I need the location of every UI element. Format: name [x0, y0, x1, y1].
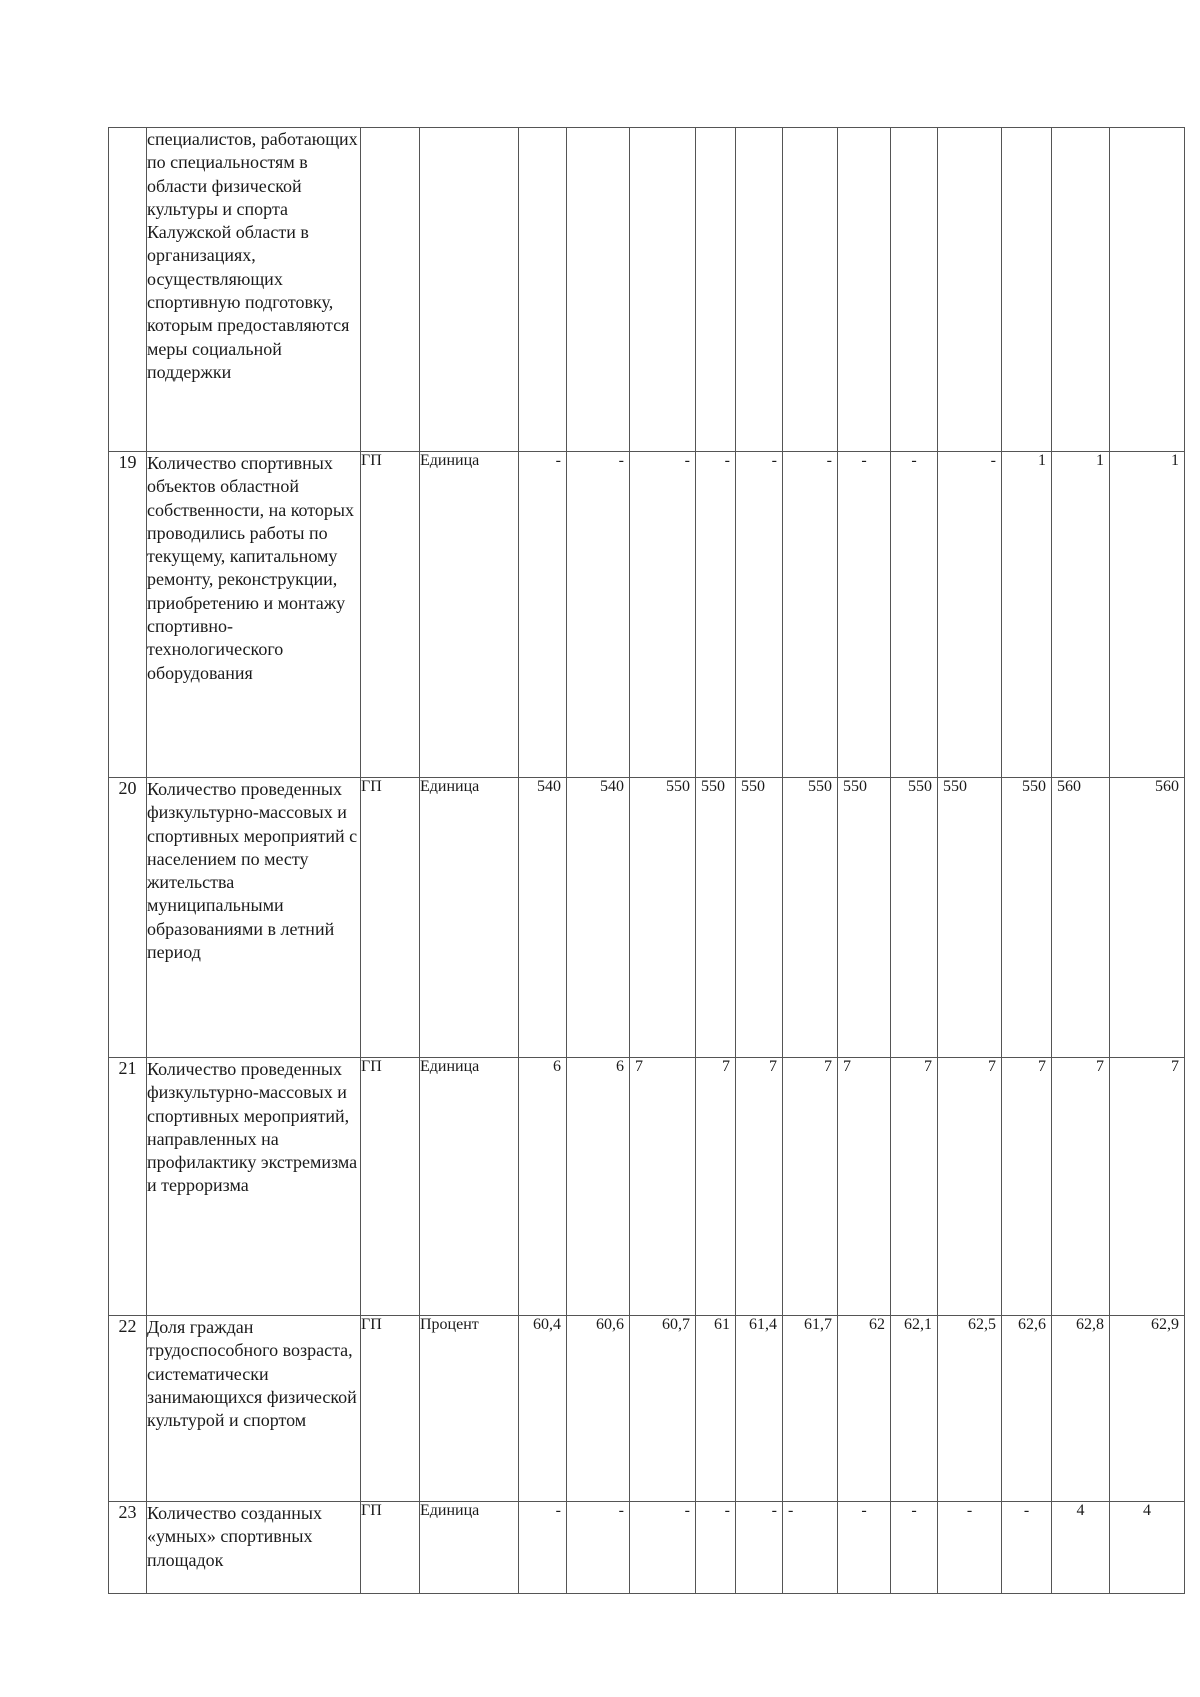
- value-cell: 62,1: [891, 1316, 938, 1502]
- source-cell: ГП: [361, 1316, 420, 1502]
- table-row: [109, 1316, 1185, 1502]
- value-cell: 7: [696, 1058, 736, 1316]
- value-cell: 540: [567, 778, 630, 1058]
- value-cell: 60,4: [519, 1316, 567, 1502]
- value-cell: 62,5: [938, 1316, 1002, 1502]
- unit-cell: Единица: [420, 778, 519, 1058]
- indicator-name: специалистов, работающих по специальностям в области физической культуры и спорта Калужской области в организациях, осуществляющих спортивную подготовку, которым предоставляются меры социальной поддержки: [147, 128, 361, 452]
- value-cell: -: [630, 452, 696, 778]
- value-cell: -: [736, 452, 783, 778]
- value-cell: 62,8: [1052, 1316, 1110, 1502]
- value-cell: [783, 128, 838, 452]
- value-cell: -: [567, 1502, 630, 1594]
- value-cell: 60,6: [567, 1316, 630, 1502]
- value-cell: [736, 128, 783, 452]
- value-cell: 62,9: [1110, 1316, 1185, 1502]
- value-cell: -: [891, 1502, 938, 1594]
- value-cell: 550: [1002, 778, 1052, 1058]
- value-cell: 1: [1002, 452, 1052, 778]
- value-cell: [1052, 128, 1110, 452]
- value-cell: -: [838, 1502, 891, 1594]
- value-cell: [519, 128, 567, 452]
- indicator-name: Количество проведенных физкультурно-массовых и спортивных мероприятий с населением по месту жительства муниципальными образованиями в летний период: [147, 778, 361, 1058]
- row-number: 23: [109, 1502, 147, 1594]
- value-cell: 550: [736, 778, 783, 1058]
- value-cell: -: [519, 452, 567, 778]
- value-cell: 4: [1052, 1502, 1110, 1594]
- value-cell: 61: [696, 1316, 736, 1502]
- value-cell: [1002, 128, 1052, 452]
- value-cell: [891, 128, 938, 452]
- value-cell: 550: [938, 778, 1002, 1058]
- value-cell: 1: [1110, 452, 1185, 778]
- value-cell: [938, 128, 1002, 452]
- indicator-name: Доля граждан трудоспособного возраста, систематически занимающихся физической культурой и спортом: [147, 1316, 361, 1502]
- value-cell: 7: [736, 1058, 783, 1316]
- unit-cell: Единица: [420, 452, 519, 778]
- value-cell: -: [696, 1502, 736, 1594]
- value-cell: 6: [519, 1058, 567, 1316]
- unit-cell: [420, 128, 519, 452]
- value-cell: [838, 128, 891, 452]
- table-row: [109, 1058, 1185, 1316]
- value-cell: 550: [891, 778, 938, 1058]
- value-cell: -: [736, 1502, 783, 1594]
- source-cell: ГП: [361, 452, 420, 778]
- unit-cell: Процент: [420, 1316, 519, 1502]
- value-cell: -: [891, 452, 938, 778]
- unit-cell: Единица: [420, 1058, 519, 1316]
- row-number: 22: [109, 1316, 147, 1502]
- value-cell: -: [1002, 1502, 1052, 1594]
- value-cell: [1110, 128, 1185, 452]
- table-row: [109, 128, 1185, 452]
- source-cell: ГП: [361, 778, 420, 1058]
- value-cell: 1: [1052, 452, 1110, 778]
- value-cell: 560: [1110, 778, 1185, 1058]
- value-cell: 7: [838, 1058, 891, 1316]
- value-cell: -: [630, 1502, 696, 1594]
- value-cell: 7: [1110, 1058, 1185, 1316]
- row-number: 21: [109, 1058, 147, 1316]
- value-cell: 60,7: [630, 1316, 696, 1502]
- value-cell: -: [938, 452, 1002, 778]
- value-cell: 550: [630, 778, 696, 1058]
- indicator-name: Количество созданных «умных» спортивных площадок: [147, 1502, 361, 1594]
- indicator-name: Количество проведенных физкультурно-массовых и спортивных мероприятий, направленных на профилактику экстремизма и терроризма: [147, 1058, 361, 1316]
- value-cell: 62,6: [1002, 1316, 1052, 1502]
- value-cell: [567, 128, 630, 452]
- value-cell: 540: [519, 778, 567, 1058]
- value-cell: 7: [1002, 1058, 1052, 1316]
- value-cell: -: [783, 452, 838, 778]
- value-cell: -: [519, 1502, 567, 1594]
- row-number: [109, 128, 147, 452]
- value-cell: 550: [838, 778, 891, 1058]
- source-cell: ГП: [361, 1058, 420, 1316]
- source-cell: [361, 128, 420, 452]
- row-number: 19: [109, 452, 147, 778]
- value-cell: 61,4: [736, 1316, 783, 1502]
- value-cell: 7: [1052, 1058, 1110, 1316]
- source-cell: ГП: [361, 1502, 420, 1594]
- value-cell: -: [567, 452, 630, 778]
- value-cell: 4: [1110, 1502, 1185, 1594]
- value-cell: 6: [567, 1058, 630, 1316]
- value-cell: 7: [938, 1058, 1002, 1316]
- row-number: 20: [109, 778, 147, 1058]
- value-cell: 61,7: [783, 1316, 838, 1502]
- value-cell: 7: [630, 1058, 696, 1316]
- value-cell: 550: [696, 778, 736, 1058]
- indicators-table: [108, 127, 1185, 1594]
- value-cell: 7: [783, 1058, 838, 1316]
- value-cell: [630, 128, 696, 452]
- value-cell: -: [838, 452, 891, 778]
- value-cell: 560: [1052, 778, 1110, 1058]
- value-cell: [696, 128, 736, 452]
- value-cell: 7: [891, 1058, 938, 1316]
- unit-cell: Единица: [420, 1502, 519, 1594]
- table-row: [109, 1502, 1185, 1594]
- table-row: [109, 452, 1185, 778]
- value-cell: 550: [783, 778, 838, 1058]
- table-row: [109, 778, 1185, 1058]
- value-cell: -: [783, 1502, 838, 1594]
- value-cell: -: [938, 1502, 1002, 1594]
- value-cell: 62: [838, 1316, 891, 1502]
- indicator-name: Количество спортивных объектов областной собственности, на которых проводились работы по текущему, капитальному ремонту, реконструкции, приобретению и монтажу спортивно-технологического оборудования: [147, 452, 361, 778]
- value-cell: -: [696, 452, 736, 778]
